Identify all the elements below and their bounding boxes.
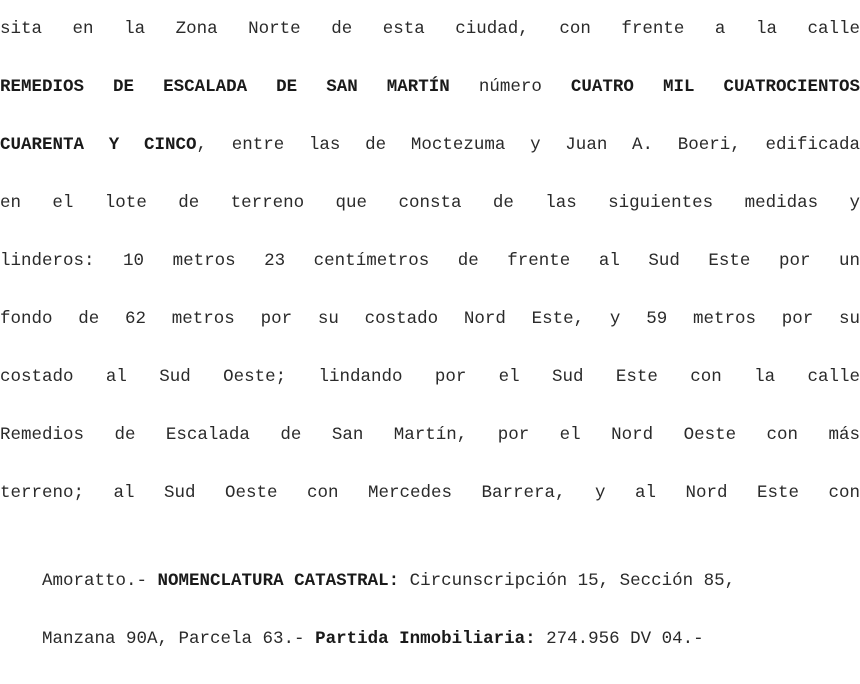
text-line-11 <box>0 594 704 649</box>
text-segment: Remedios de Escalada de San Martín, por el Nord Oeste con más <box>0 425 860 445</box>
text-line-6 <box>0 304 860 334</box>
text-segment: , entre las de Moctezuma y Juan A. Boeri, edificada <box>196 135 860 155</box>
text-segment: Circunscripción 15, Sección 85, <box>399 571 736 591</box>
text-line-4 <box>0 188 860 218</box>
text-segment: Amoratto.- <box>42 571 158 591</box>
text-segment: sita en la Zona Norte de esta ciudad, con frente a la calle <box>0 19 860 39</box>
bold-segment: NOMENCLATURA CATASTRAL: <box>157 571 400 591</box>
text-line-8 <box>0 420 860 450</box>
text-segment: Manzana 90A, Parcela 63.- <box>42 629 316 649</box>
bold-segment: REMEDIOS DE ESCALADA DE SAN MARTÍN <box>0 77 450 97</box>
text-segment: fondo de 62 metros por su costado Nord Este, y 59 metros por su <box>0 309 860 329</box>
text-line-5 <box>0 246 860 276</box>
text-segment: en el lote de terreno que consta de las siguientes medidas y <box>0 193 860 213</box>
text-segment: costado al Sud Oeste; lindando por el Sud Este con la calle <box>0 367 860 387</box>
bold-segment: CUARENTA Y CINCO <box>0 135 197 155</box>
bold-segment: CUATRO MIL CUATROCIENTOS <box>570 77 860 97</box>
text-line-2 <box>0 72 860 102</box>
text-line-1 <box>0 14 860 44</box>
text-segment: 274.956 DV 04.- <box>535 629 704 649</box>
text-segment: terreno; al Sud Oeste con Mercedes Barrera, y al Nord Este con <box>0 483 860 503</box>
text-line-3 <box>0 130 860 160</box>
text-line-10 <box>0 536 736 591</box>
text-segment: número <box>449 77 571 97</box>
text-line-9 <box>0 478 860 508</box>
bold-segment: Partida Inmobiliaria: <box>315 629 536 649</box>
text-line-7 <box>0 362 860 392</box>
text-segment: linderos: 10 metros 23 centímetros de frente al Sud Este por un <box>0 251 860 271</box>
